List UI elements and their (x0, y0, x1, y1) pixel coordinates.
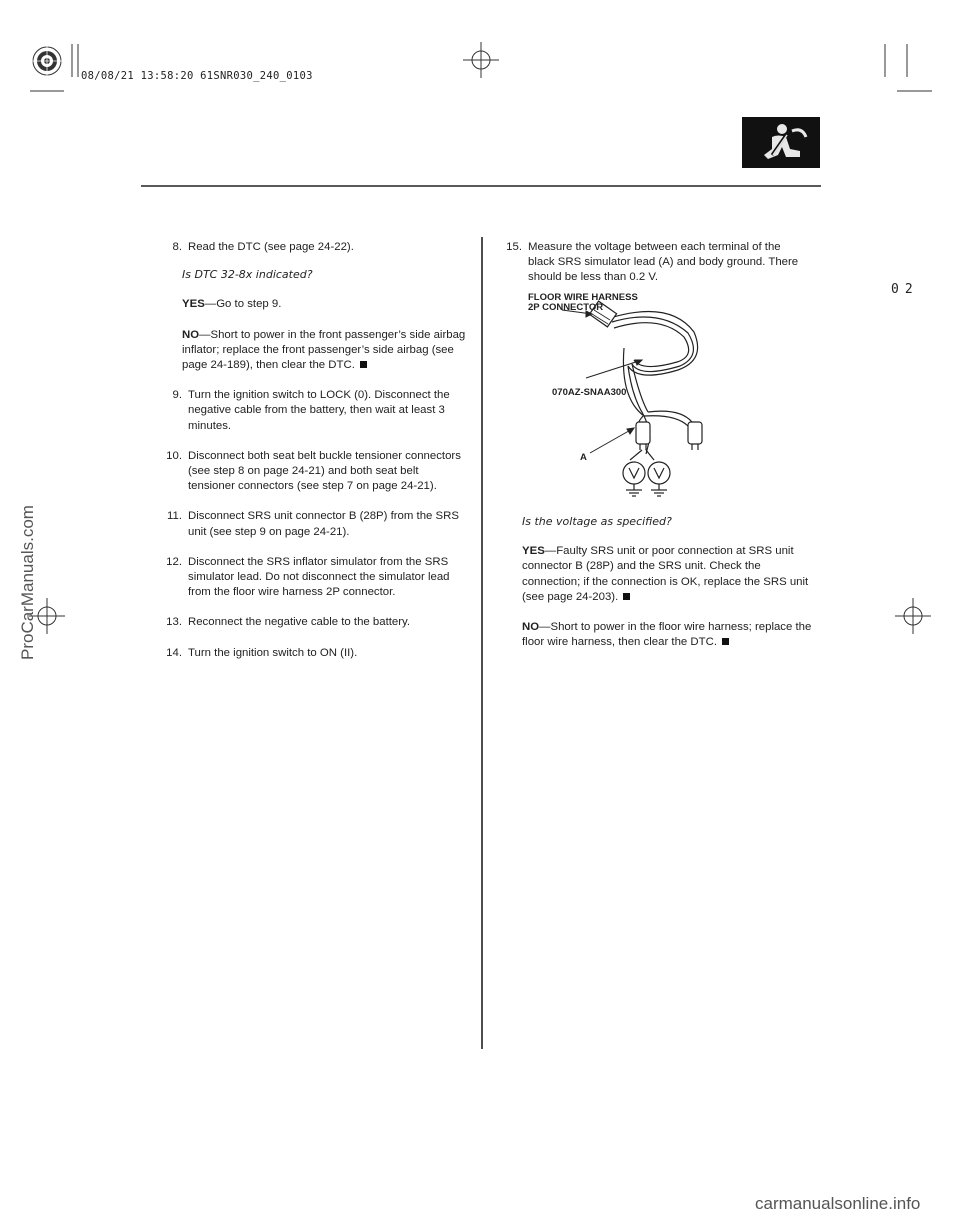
step-text: Read the DTC (see page 24-22). (188, 241, 354, 253)
step-12 (162, 555, 468, 601)
question: Is DTC 32-8x indicated? (182, 268, 313, 282)
step-number: 13. (166, 616, 182, 629)
no-answer: NO—Short to power in the floor wire harness; replace the floor wire harness, then clear the DTC. (522, 621, 812, 649)
left-column (162, 240, 468, 661)
end-mark (722, 638, 729, 645)
step-15-result (522, 514, 812, 650)
footer-watermark: carmanualsonline.info (755, 1194, 921, 1213)
figure-label-a: A (580, 452, 587, 463)
step-text: Turn the ignition switch to ON (II). (188, 646, 358, 659)
side-watermark: ProCarManuals.com (18, 505, 37, 660)
step-number: 8. (172, 241, 182, 253)
figure-label-tool: 070AZ-SNAA300 (552, 387, 627, 398)
step-text: Measure the voltage between each terminal of the black SRS simulator lead (A) and body ground. There should be less than 0.2 V. (528, 241, 799, 284)
step-text: Disconnect both seat belt buckle tensioner connectors (see step 8 on page 24-21) and both seat belt tensioner connectors (see step 7 on page 24-21). (188, 449, 461, 493)
step-13 (162, 615, 468, 630)
yes-answer: YES—Go to step 9. (182, 298, 282, 311)
page-mark: 02 (891, 282, 919, 297)
step-text: Turn the ignition switch to LOCK (0). Disconnect the negative cable from the battery, then wait at least 3 minutes. (188, 389, 450, 432)
step-number: 15. (506, 241, 522, 253)
step-number: 11. (167, 510, 182, 523)
step-number: 9. (172, 389, 182, 402)
seat-belt-airbag-icon (742, 117, 820, 168)
step-text: Disconnect SRS unit connector B (28P) from the SRS unit (see step 9 on page 24-21). (188, 510, 459, 538)
step-number: 14. (166, 646, 182, 659)
step-number: 10. (166, 449, 182, 462)
yes-answer: YES—Faulty SRS unit or poor connection at SRS unit connector B (28P) and the SRS unit. Check the connection; if the connection is OK, replace the SRS unit (see page 24-203). (522, 545, 809, 603)
step-text: Disconnect the SRS inflator simulator from the SRS simulator lead. Do not disconnect the simulator lead from the floor wire harness 2P connector. (188, 555, 450, 599)
no-answer: NO—Short to power in the front passenger’s side airbag inflator; replace the front passenger’s side airbag (see page 24-189), then clear the DTC. (182, 328, 466, 372)
end-mark (360, 361, 367, 368)
print-timestamp: 08/08/21 13:58:20 61SNR030_240_0103 (81, 70, 313, 82)
end-mark (623, 593, 630, 600)
step-text: Reconnect the negative cable to the battery. (188, 616, 411, 629)
step-11 (162, 509, 468, 539)
figure-label-connector: FLOOR WIRE HARNESS 2P CONNECTOR (528, 292, 638, 313)
step-14 (162, 646, 468, 661)
step-9 (162, 388, 468, 434)
step-8 (162, 240, 468, 255)
step-number: 12. (166, 555, 182, 568)
question: Is the voltage as specified? (522, 515, 672, 528)
step-10 (162, 449, 468, 495)
step-15 (502, 240, 808, 286)
